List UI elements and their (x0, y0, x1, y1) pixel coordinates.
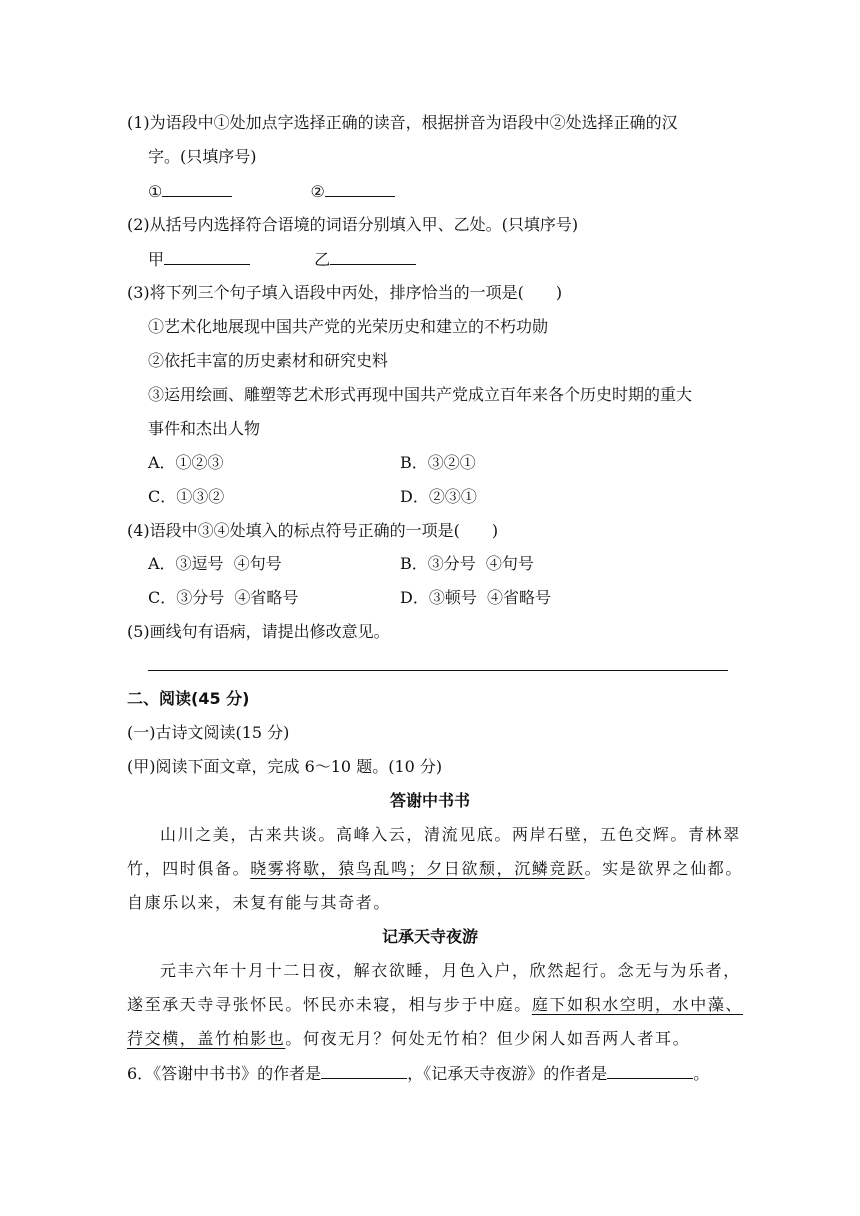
q4-option-d[interactable]: D．③顿号 ④省略号 (400, 588, 552, 607)
q6-mid: ，《记承天寺夜游》的作者是 (407, 1064, 608, 1083)
passage2-line3 (127, 1028, 690, 1050)
q1-label-1: ① (148, 182, 163, 201)
passage1-line1: 山川之美，古来共谈。高峰入云，清流见底。两岸石壁，五色交辉。青林翠 (160, 825, 741, 844)
passage2-title: 记承天寺夜游 (381, 927, 478, 946)
q5-text: (5)画线句有语病，请提出修改意见。 (127, 622, 390, 641)
passage1-line2-end: 。实是欲界之仙都。 (584, 859, 744, 878)
q6-suffix: 。 (693, 1064, 710, 1083)
passage2-underlined-part2: 荇交横，盖竹柏影也 (127, 1029, 286, 1048)
q6-blank-author-1[interactable] (321, 1062, 407, 1079)
q1-blank-1[interactable] (162, 180, 232, 197)
q6-row (127, 1062, 709, 1085)
section-heading: 二、阅读(45 分) (127, 689, 250, 708)
q3-option-b[interactable]: B．③②① (400, 453, 476, 472)
q1-line2: 字。(只填序号) (148, 147, 257, 166)
q3-item-1: ①艺术化地展现中国共产党的光荣历史和建立的不朽功勋 (148, 317, 549, 336)
passage1-line2 (127, 858, 743, 880)
q1-label-2: ② (310, 182, 325, 201)
passage1-title: 答谢中书书 (389, 791, 470, 810)
q5-answer-line[interactable] (148, 670, 728, 671)
q4-option-a[interactable]: A．③逗号 ④句号 (148, 554, 282, 573)
passage2-line2-start: 遂至承天寺寻张怀民。怀民亦未寝，相与步于中庭。 (127, 995, 532, 1014)
q4-option-b[interactable]: B．③分号 ④句号 (400, 554, 534, 573)
q6-prefix: 6．《答谢中书书》的作者是 (127, 1064, 322, 1083)
subsection-instruction: (甲)阅读下面文章，完成 6～10 题。(10 分) (127, 757, 443, 776)
q1-answer-row (148, 180, 395, 203)
q2-label-yi: 乙 (314, 250, 331, 269)
passage2-line2 (127, 994, 743, 1016)
q3-option-a[interactable]: A．①②③ (148, 453, 224, 472)
passage2-line1: 元丰六年十月十二日夜，解衣欲睡，月色入户，欣然起行。念无与为乐者， (160, 961, 741, 980)
passage2-underlined-part1: 庭下如积水空明，水中藻、 (531, 995, 744, 1014)
subsection-classical: (一)古诗文阅读(15 分) (127, 723, 290, 742)
q4-text: (4)语段中③④处填入的标点符号正确的一项是( ) (127, 521, 499, 540)
q2-label-jia: 甲 (148, 250, 165, 269)
passage1-line3: 自康乐以来，未复有能与其奇者。 (127, 893, 392, 912)
passage2-line3-end: 。何夜无月？何处无竹柏？但少闲人如吾两人者耳。 (285, 1029, 691, 1048)
q3-item-2: ②依托丰富的历史素材和研究史料 (148, 351, 389, 370)
q3-item-3b: 事件和杰出人物 (148, 419, 261, 438)
q3-text: (3)将下列三个句子填入语段中丙处，排序恰当的一项是( ) (127, 283, 563, 302)
q1-blank-2[interactable] (325, 180, 395, 197)
passage1-underlined-sentence: 晓雾将歇，猿鸟乱鸣；夕日欲颓，沉鳞竞跃 (250, 859, 585, 878)
q3-option-c[interactable]: C．①③② (148, 487, 225, 506)
q2-blank-yi[interactable] (330, 248, 416, 265)
q2-blank-jia[interactable] (164, 248, 250, 265)
q1-line1: (1)为语段中①处加点字选择正确的读音，根据拼音为语段中②处选择正确的汉 (127, 113, 678, 132)
q4-option-c[interactable]: C．③分号 ④省略号 (148, 588, 299, 607)
q2-answer-row (148, 248, 416, 271)
passage1-line2-start: 竹，四时俱备。 (127, 859, 251, 878)
q3-item-3a: ③运用绘画、雕塑等艺术形式再现中国共产党成立百年来各个历史时期的重大 (148, 385, 693, 404)
q3-option-d[interactable]: D．②③① (400, 487, 477, 506)
q2-text: (2)从括号内选择符合语境的词语分别填入甲、乙处。(只填序号) (127, 215, 579, 234)
q6-blank-author-2[interactable] (607, 1062, 693, 1079)
